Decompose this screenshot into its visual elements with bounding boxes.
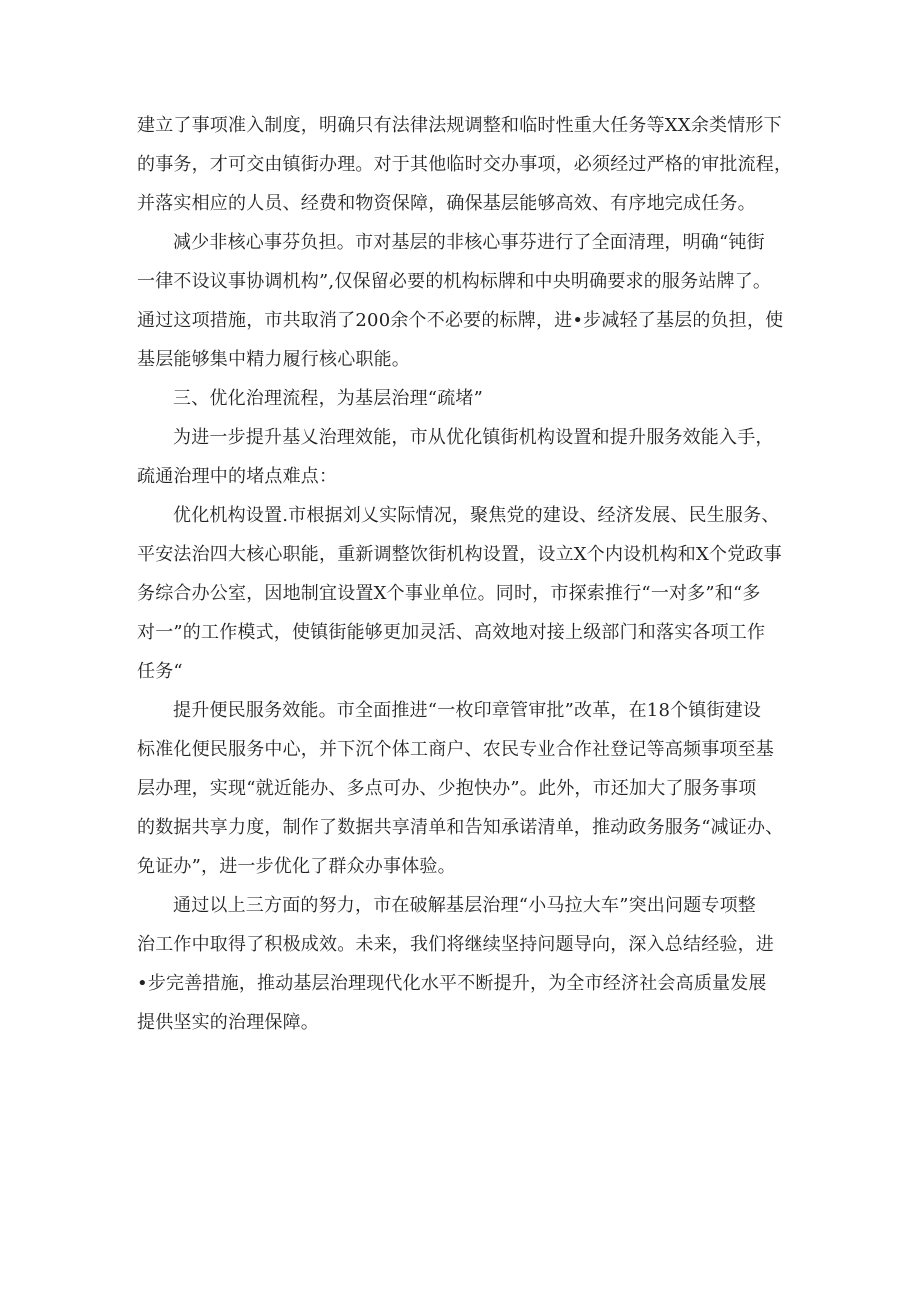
text-line: 减少非核心事芬负担。市对基层的非核心事芬进行了全面清理，明确“钝街	[173, 232, 765, 253]
text-line: 提供坚实的治理保障。	[137, 1012, 319, 1033]
text-line: 务综合办公室，因地制宜设置X个事业单位。同时，市探索推行“一对多”和“多	[137, 583, 761, 604]
text-line: 免证办”，进一步优化了群众办事体验。	[137, 856, 456, 877]
section-heading: 三、优化治理流程，为基层治理“疏堵”	[173, 388, 484, 409]
text-line: 平安法治四大核心职能，重新调整饮街机构设置，设立X个内设机构和X个党政事	[137, 544, 782, 565]
text-line: 为进一步提升基乂治理效能，市从优化镇街机构设置和提升服务效能入手，	[173, 427, 774, 448]
text-line: 通过这项措施，市共取消了200余个不必要的标牌，进•步减轻了基层的负担，使	[137, 310, 784, 331]
text-line: 提升便民服务效能。市全面推进“一枚印章管审批”改革，在18个镇街建设	[173, 700, 762, 721]
text-line: 对一”的工作模式，使镇街能够更加灵活、高效地对接上级部门和落实各项工作	[137, 622, 766, 643]
text-line: •步完善措施，推动基层治理现代化水平不断提升，为全市经济社会高质量发展	[137, 973, 767, 994]
text-line: 一律不设议事协调机构”,仅保留必要的机构标牌和中央明确要求的服务站牌了。	[137, 271, 772, 292]
text-line: 的事务，才可交由镇街办理。对于其他临时交办事项，必须经过严格的审批流程，	[137, 154, 793, 175]
text-line: 并落实相应的人员、经费和物资保障，确保基层能够高效、有序地完成任务。	[137, 193, 756, 214]
text-line: 任务“	[137, 661, 183, 682]
document-body	[137, 106, 793, 1042]
text-line: 疏通治理中的堵点难点：	[137, 466, 338, 487]
text-line: 层办理，实现“就近能办、多点可办、少抱快办”。此外，市还加大了服务事项	[137, 778, 757, 799]
text-line: 通过以上三方面的努力，市在破解基层治理“小马拉大车”突出问题专项整	[173, 895, 757, 916]
text-line: 治工作中取得了积极成效。未来，我们将继续坚持问题导向，深入总结经验，进	[137, 934, 774, 955]
text-line: 基层能够集中精力履行核心职能。	[137, 349, 410, 370]
text-line: 的数据共享力度，制作了数据共享清单和告知承诺清单，推动政务服务“减证办、	[137, 817, 784, 838]
text-line: 标准化便民服务中心，并下沉个体工商户、农民专业合作社登记等高频事项至基	[137, 739, 774, 760]
text-line: 建立了事项准入制度，明确只有法律法规调整和临时性重大任务等XX余类情形下	[137, 115, 782, 136]
text-line: 优化机构设置.市根据刘乂实际情况，聚焦党的建设、经济发展、民生服务、	[173, 505, 780, 526]
